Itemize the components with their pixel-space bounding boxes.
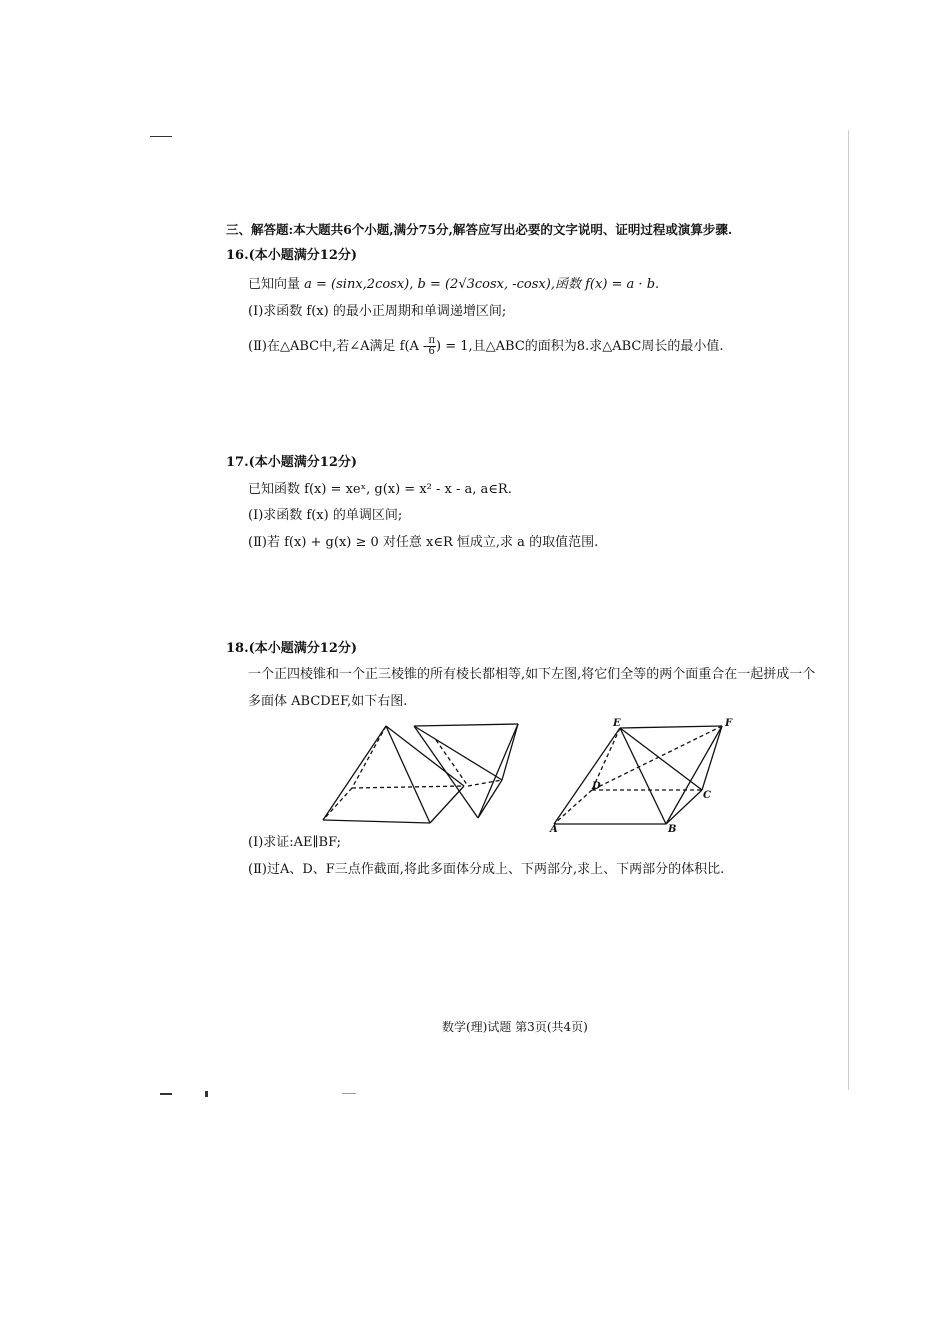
q16-frac-num: π <box>428 335 436 346</box>
q18-stem-line2: 多面体 ABCDEF,如下右图. <box>248 694 408 709</box>
q18-title: 18.(本小题满分12分) <box>226 641 358 656</box>
scan-mark-bottom-dot <box>205 1091 208 1097</box>
q16-stem-prefix: 已知向量 <box>248 277 301 292</box>
q17-part1: (Ⅰ)求函数 f(x) 的单调区间; <box>248 508 403 523</box>
q18-part1: (Ⅰ)求证:AE∥BF; <box>248 835 342 850</box>
q16-stem-vectors: a = (sinx,2cosx), b = (2√3cosx, -cosx),函数 f(x) = a · b. <box>300 277 660 292</box>
scan-mark-bottom-left <box>160 1093 172 1095</box>
label-A: A <box>550 824 558 834</box>
q17-stem: 已知函数 f(x) = xeˣ, g(x) = x² - x - a, a∈R. <box>248 482 512 497</box>
section-header: 三、解答题:本大题共6个小题,满分75分,解答应写出必要的文字说明、证明过程或演算步骤. <box>226 222 733 237</box>
scan-mark-top-left <box>150 136 172 137</box>
q17-part2: (Ⅱ)若 f(x) + g(x) ≥ 0 对任意 x∈R 恒成立,求 a 的取值范围. <box>248 535 599 550</box>
q16-part2 <box>248 336 723 357</box>
label-E: E <box>613 718 621 729</box>
label-B: B <box>668 824 677 834</box>
q16-part2-a: (Ⅱ)在△ABC中,若∠A满足 f(A - <box>248 339 428 354</box>
q16-stem <box>248 276 659 294</box>
left-figure <box>318 718 528 830</box>
left-figure-svg <box>318 718 528 830</box>
page-right-edge <box>848 130 849 1090</box>
q18-stem-line1: 一个正四棱锥和一个正三棱锥的所有棱长都相等,如下左图,将它们全等的两个面重合在一起拼成一个 <box>248 667 816 682</box>
scan-mark-bottom-dash <box>342 1093 356 1094</box>
label-D: D <box>592 781 601 792</box>
right-figure <box>546 712 746 834</box>
label-F: F <box>725 718 733 729</box>
q18-part2: (Ⅱ)过A、D、F三点作截面,将此多面体分成上、下两部分,求上、下两部分的体积比. <box>248 862 725 877</box>
q16-part1: (Ⅰ)求函数 f(x) 的最小正周期和单调递增区间; <box>248 304 507 319</box>
q16-part2-b: ) = 1,且△ABC的面积为8.求△ABC周长的最小值. <box>436 339 724 354</box>
q16-frac-den: 6 <box>428 346 435 357</box>
label-C: C <box>703 790 711 801</box>
q16-fraction <box>427 336 436 357</box>
right-figure-svg <box>546 712 746 834</box>
page-footer: 数学(理)试题 第3页(共4页) <box>442 1020 588 1034</box>
q17-title: 17.(本小题满分12分) <box>226 455 358 470</box>
q16-title: 16.(本小题满分12分) <box>226 248 358 263</box>
